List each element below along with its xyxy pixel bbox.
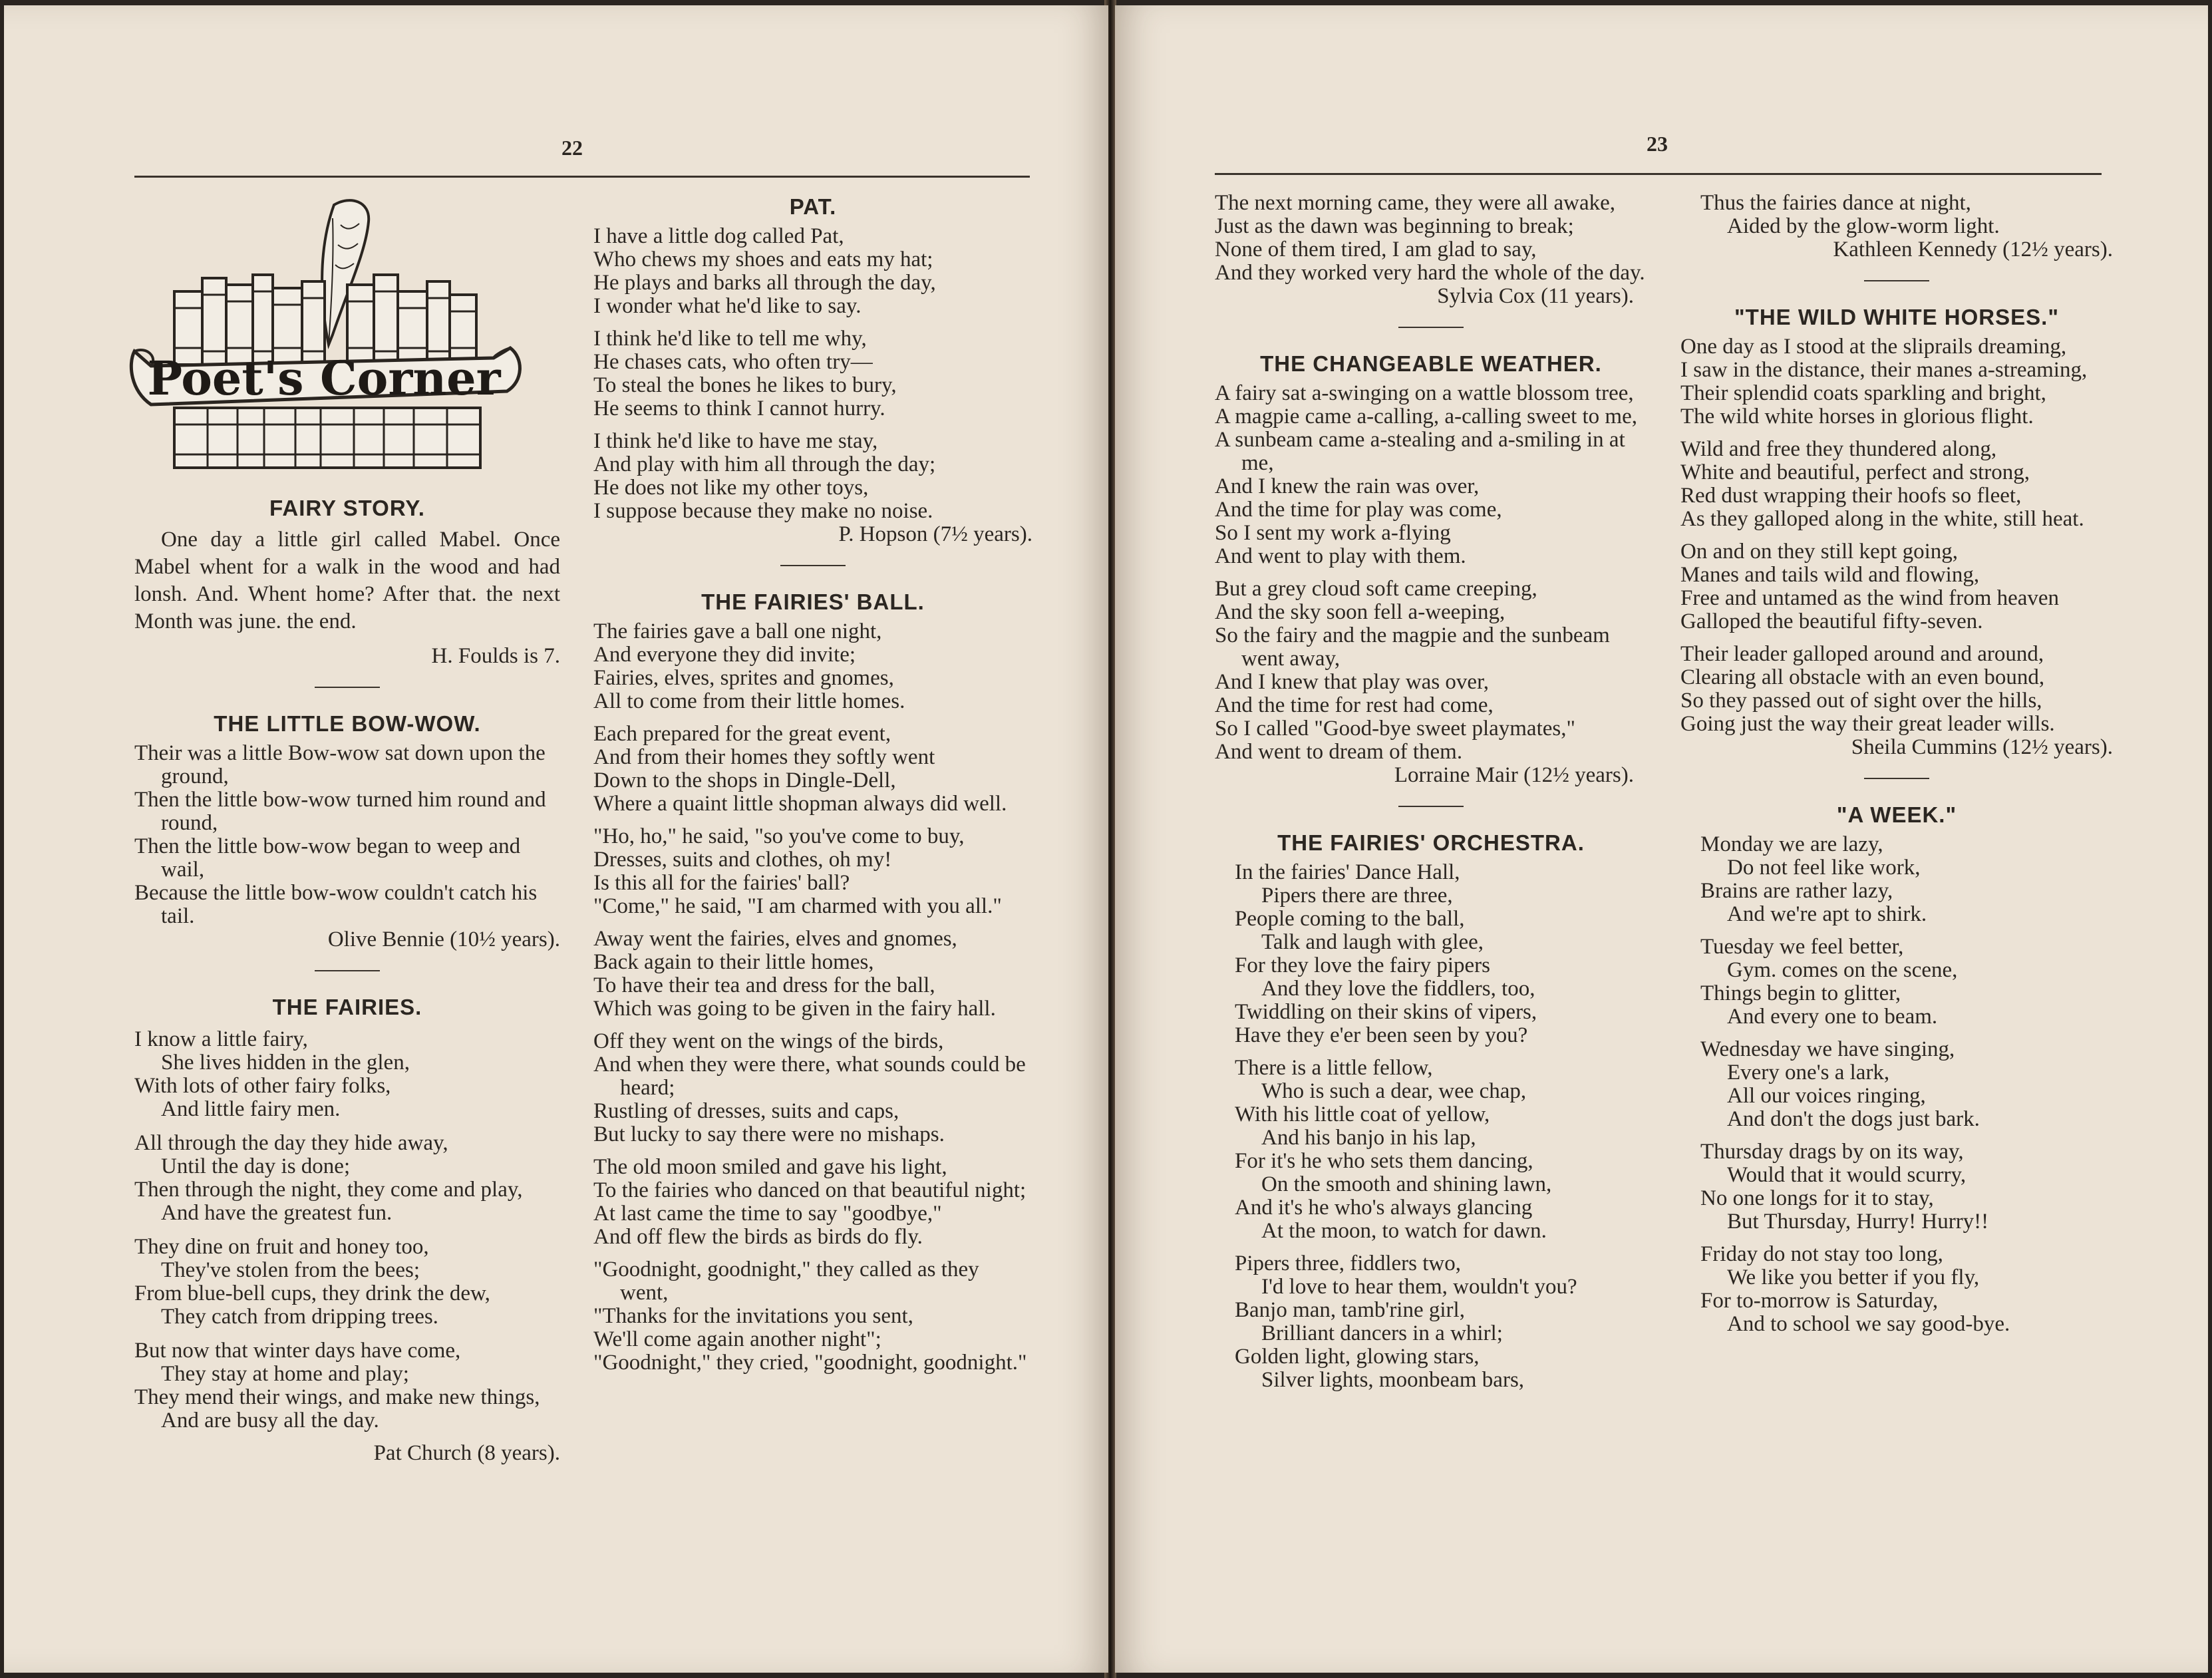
poem-line: Friday do not stay too long, xyxy=(1700,1242,1943,1266)
orchestra-title: THE FAIRIES' ORCHESTRA. xyxy=(1277,830,1585,855)
poem-line: As they galloped along in the white, still heat. xyxy=(1680,507,2084,531)
weather-poem xyxy=(1215,382,1647,764)
bowwow-poem xyxy=(134,742,560,928)
poem-line: Which was going to be given in the fairy hall. xyxy=(593,997,996,1021)
poem-line: In the fairies' Dance Hall, xyxy=(1235,860,1460,884)
poem-line: The fairies gave a ball one night, xyxy=(593,619,882,643)
poem-line: And little fairy men. xyxy=(161,1097,341,1121)
poem-line: A fairy sat a-swinging on a wattle blossom tree, xyxy=(1215,381,1634,405)
poem-line: We'll come again another night"; xyxy=(593,1327,881,1351)
poem-line: And when they were there, what sounds could be heard; xyxy=(593,1053,1031,1100)
poem-line: With lots of other fairy folks, xyxy=(134,1074,391,1098)
poem-line: So the fairy and the magpie and the sunbeam went away, xyxy=(1215,623,1616,671)
poem-line: Who chews my shoes and eats my hat; xyxy=(593,248,933,271)
pat-poem xyxy=(593,225,1032,523)
right-column-1 xyxy=(1215,192,1647,1392)
poem-line: Clearing all obstacle with an even bound, xyxy=(1680,665,2045,689)
poem-line: Because the little bow-wow couldn't catch his tail. xyxy=(134,881,543,928)
poem-line: So I called "Good-bye sweet playmates," xyxy=(1215,717,1575,741)
poem-line: "Thanks for the invitations you sent, xyxy=(593,1304,913,1328)
poem-line: Their splendid coats sparkling and bright, xyxy=(1680,381,2046,405)
separator xyxy=(1864,280,1929,281)
poem-line: Galloped the beautiful fifty-seven. xyxy=(1680,609,1983,633)
poem-line: A magpie came a-calling, a-calling sweet to me, xyxy=(1215,405,1637,428)
poem-line: Dresses, suits and clothes, oh my! xyxy=(593,848,892,872)
poem-line: I think he'd like to have me stay, xyxy=(593,429,878,453)
poem-line: Back again to their little homes, xyxy=(593,950,874,974)
poem-line: So they passed out of sight over the hills, xyxy=(1680,689,2042,713)
ball-continued xyxy=(1215,192,1647,285)
poem-line: To the fairies who danced on that beautiful night; xyxy=(593,1178,1027,1202)
separator xyxy=(315,687,380,688)
fairies-title: THE FAIRIES. xyxy=(272,995,422,1019)
fairies-poem xyxy=(134,1028,560,1432)
poem-line: They stay at home and play; xyxy=(161,1362,409,1386)
poem-line: Aided by the glow-worm light. xyxy=(1727,214,2000,238)
poem-line: "Goodnight," they cried, "goodnight, goodnight." xyxy=(593,1351,1027,1375)
poem-line: For they love the fairy pipers xyxy=(1235,953,1490,977)
poem-line: Then the little bow-wow began to weep and wail, xyxy=(134,834,526,882)
poem-line: Their was a little Bow-wow sat down upon the ground, xyxy=(134,741,551,788)
poem-line: They catch from dripping trees. xyxy=(161,1305,438,1329)
poem-line: Until the day is done; xyxy=(161,1154,351,1178)
poem-line: And are busy all the day. xyxy=(161,1409,379,1432)
fairy-story-text: One day a little girl called Mabel. Once Mabel whent for a walk in the wood and had lonsh. And. Whent home? After that. the next Month was june. the end. xyxy=(134,528,560,633)
poem-line: And to school we say good-bye. xyxy=(1727,1312,2010,1336)
fairy-story-author: H. Foulds is 7. xyxy=(431,644,560,668)
poem-line: I think he'd like to tell me why, xyxy=(593,327,867,351)
poem-line: She lives hidden in the glen, xyxy=(161,1051,410,1075)
poem-line: Away went the fairies, elves and gnomes, xyxy=(593,927,957,951)
poem-line: From blue-bell cups, they drink the dew, xyxy=(134,1281,490,1305)
poem-line: At last came the time to say "goodbye," xyxy=(593,1202,942,1226)
fairies-author: Pat Church (8 years). xyxy=(373,1441,560,1465)
poem-line: Pipers there are three, xyxy=(1261,884,1453,908)
poem-line: There is a little fellow, xyxy=(1235,1056,1433,1080)
poem-line: I saw in the distance, their manes a-streaming, xyxy=(1680,358,2088,382)
pat-author: P. Hopson (7½ years). xyxy=(838,522,1032,546)
poem-line: He does not like my other toys, xyxy=(593,476,869,500)
poem-line: Who is such a dear, wee chap, xyxy=(1261,1079,1527,1103)
poem-line: Each prepared for the great event, xyxy=(593,722,891,746)
poem-line: The old moon smiled and gave his light, xyxy=(593,1155,947,1179)
bowwow-title: THE LITTLE BOW-WOW. xyxy=(214,711,481,736)
poem-line: And it's he who's always glancing xyxy=(1235,1196,1533,1220)
poem-line: And I knew the rain was over, xyxy=(1215,474,1480,498)
poem-line: None of them tired, I am glad to say, xyxy=(1215,238,1537,261)
poem-line: On and on they still kept going, xyxy=(1680,540,1959,564)
poem-line: Down to the shops in Dingle-Dell, xyxy=(593,768,896,792)
poem-line: And everyone they did invite; xyxy=(593,643,856,667)
poem-line: Going just the way their great leader wills. xyxy=(1680,712,2055,736)
poem-line: Gym. comes on the scene, xyxy=(1727,958,1958,982)
header-rule xyxy=(134,176,1030,178)
page-number: 23 xyxy=(1647,132,1668,156)
poem-line: Golden light, glowing stars, xyxy=(1235,1345,1480,1369)
poem-line: So I sent my work a-flying xyxy=(1215,521,1451,545)
poem-line: One day as I stood at the sliprails dreaming, xyxy=(1680,335,2067,359)
poem-line: Wednesday we have singing, xyxy=(1700,1037,1955,1061)
poem-line: And the time for rest had come, xyxy=(1215,693,1494,717)
poem-line: And every one to beam. xyxy=(1727,1005,1938,1029)
poem-line: I suppose because they make no noise. xyxy=(593,499,933,523)
poem-line: Just as the dawn was beginning to break; xyxy=(1215,214,1574,238)
poem-line: Rustling of dresses, suits and caps, xyxy=(593,1099,899,1123)
poem-line: For it's he who sets them dancing, xyxy=(1235,1149,1533,1173)
separator xyxy=(780,565,846,566)
left-page xyxy=(4,5,1108,1673)
poem-line: And don't the dogs just bark. xyxy=(1727,1107,1980,1131)
pat-title: PAT. xyxy=(789,194,837,219)
poem-line: They've stolen from the bees; xyxy=(161,1258,420,1282)
poem-line: Off they went on the wings of the birds, xyxy=(593,1029,944,1053)
week-title: "A WEEK." xyxy=(1836,802,1957,827)
orchestra-author: Kathleen Kennedy (12½ years). xyxy=(1833,238,2113,261)
poem-line: Twiddling on their skins of vipers, xyxy=(1235,1000,1537,1024)
poem-line: Would that it would scurry, xyxy=(1727,1163,1967,1187)
poem-line: All our voices ringing, xyxy=(1727,1084,1926,1108)
poem-line: Red dust wrapping their hoofs so fleet, xyxy=(1680,484,2022,508)
poem-line: And the sky soon fell a-weeping, xyxy=(1215,600,1505,624)
poem-line: And we're apt to shirk. xyxy=(1727,902,1927,926)
poem-line: "Ho, ho," he said, "so you've come to buy, xyxy=(593,824,965,848)
poem-line: But a grey cloud soft came creeping, xyxy=(1215,577,1537,601)
poets-corner-logo xyxy=(121,192,527,478)
poem-line: But lucky to say there were no mishaps. xyxy=(593,1122,945,1146)
poem-line: And play with him all through the day; xyxy=(593,452,936,476)
page-number: 22 xyxy=(561,136,583,160)
poem-line: Then the little bow-wow turned him round and round, xyxy=(134,788,552,835)
poem-line: I know a little fairy, xyxy=(134,1027,308,1051)
fairy-story-title: FAIRY STORY. xyxy=(269,496,425,520)
poem-line: No one longs for it to stay, xyxy=(1700,1186,1934,1210)
poem-line: Manes and tails wild and flowing, xyxy=(1680,563,1980,587)
poem-line: And went to play with them. xyxy=(1215,544,1466,568)
poem-line: The wild white horses in glorious flight. xyxy=(1680,405,2034,428)
logo-text: Poet's Corner xyxy=(147,351,501,406)
poem-line: They mend their wings, and make new things, xyxy=(134,1385,540,1409)
poem-line: Monday we are lazy, xyxy=(1700,832,1883,856)
weather-title: THE CHANGEABLE WEATHER. xyxy=(1260,351,1602,376)
poem-line: All to come from their little homes. xyxy=(593,689,905,713)
poem-line: On the smooth and shining lawn, xyxy=(1261,1172,1552,1196)
poem-line: He chases cats, who often try— xyxy=(593,350,873,374)
poem-line: All through the day they hide away, xyxy=(134,1131,448,1155)
poem-line: A sunbeam came a-stealing and a-smiling in at me, xyxy=(1215,428,1631,475)
poem-line: I wonder what he'd like to say. xyxy=(593,294,862,318)
separator xyxy=(315,970,380,971)
separator xyxy=(1398,327,1464,328)
poem-line: Thus the fairies dance at night, xyxy=(1700,191,1971,215)
poem-line: With his little coat of yellow, xyxy=(1235,1102,1490,1126)
poem-line: We like you better if you fly, xyxy=(1727,1265,1980,1289)
bowwow-author: Olive Bennie (10½ years). xyxy=(327,927,560,951)
poem-line: I have a little dog called Pat, xyxy=(593,224,844,248)
poem-line: Silver lights, moonbeam bars, xyxy=(1261,1368,1525,1392)
poem-line: They dine on fruit and honey too, xyxy=(134,1235,429,1259)
orchestra-poem xyxy=(1215,861,1647,1392)
poem-line: For to-morrow is Saturday, xyxy=(1700,1289,1939,1313)
right-page xyxy=(1115,5,2208,1673)
header-rule xyxy=(1215,173,2102,175)
poem-line: Is this all for the fairies' ball? xyxy=(593,871,850,895)
poem-line: And his banjo in his lap, xyxy=(1261,1126,1476,1150)
horses-title: "THE WILD WHITE HORSES." xyxy=(1734,305,2059,329)
poem-line: And have the greatest fun. xyxy=(161,1201,393,1225)
poem-line: And the time for play was come, xyxy=(1215,498,1502,522)
orchestra-continued xyxy=(1680,192,2113,238)
poem-line: Their leader galloped around and around, xyxy=(1680,642,2044,666)
poem-line: Fairies, elves, sprites and gnomes, xyxy=(593,666,894,690)
poem-line: And from their homes they softly went xyxy=(593,745,935,769)
poem-line: Banjo man, tamb'rine girl, xyxy=(1235,1298,1465,1322)
poem-line: He plays and barks all through the day, xyxy=(593,271,936,295)
ball-author: Sylvia Cox (11 years). xyxy=(1437,284,1634,308)
poem-line: White and beautiful, perfect and strong, xyxy=(1680,460,2030,484)
poem-line: And off flew the birds as birds do fly. xyxy=(593,1225,923,1249)
poem-line: And I knew that play was over, xyxy=(1215,670,1489,694)
poem-line: He seems to think I cannot hurry. xyxy=(593,397,885,420)
left-column-2 xyxy=(593,195,1032,1375)
poem-line: But Thursday, Hurry! Hurry!! xyxy=(1727,1210,1989,1234)
poem-line: To have their tea and dress for the ball, xyxy=(593,973,935,997)
poem-line: At the moon, to watch for dawn. xyxy=(1261,1219,1547,1243)
poem-line: Wild and free they thundered along, xyxy=(1680,437,1997,461)
poem-line: And they worked very hard the whole of the day. xyxy=(1215,261,1645,285)
poem-line: Brilliant dancers in a whirl; xyxy=(1261,1321,1503,1345)
poem-line: "Goodnight, goodnight," they called as they went, xyxy=(593,1258,985,1305)
poem-line: Where a quaint little shopman always did well. xyxy=(593,792,1007,816)
poem-line: Have they e'er been seen by you? xyxy=(1235,1023,1528,1047)
poem-line: Tuesday we feel better, xyxy=(1700,935,1904,959)
poem-line: People coming to the ball, xyxy=(1235,907,1465,931)
ball-poem xyxy=(593,620,1032,1375)
weather-author: Lorraine Mair (12½ years). xyxy=(1394,763,1634,787)
week-poem xyxy=(1680,833,2113,1336)
poem-line: "Come," he said, "I am charmed with you all." xyxy=(593,894,1002,918)
separator xyxy=(1398,806,1464,807)
poem-line: Every one's a lark, xyxy=(1727,1061,1890,1085)
poem-line: But now that winter days have come, xyxy=(134,1339,461,1363)
horses-poem xyxy=(1680,335,2113,736)
poem-line: Do not feel like work, xyxy=(1727,856,1921,880)
horses-author: Sheila Cummins (12½ years). xyxy=(1851,735,2113,759)
poem-line: Free and untamed as the wind from heaven xyxy=(1680,586,2060,610)
poem-line: Thursday drags by on its way, xyxy=(1700,1140,1964,1164)
poem-line: Talk and laugh with glee, xyxy=(1261,930,1484,954)
separator xyxy=(1864,778,1929,779)
poem-line: Then through the night, they come and play, xyxy=(134,1178,523,1202)
right-column-2 xyxy=(1680,192,2113,1336)
poem-line: I'd love to hear them, wouldn't you? xyxy=(1261,1275,1577,1299)
poem-line: Brains are rather lazy, xyxy=(1700,879,1893,903)
poem-line: The next morning came, they were all awake, xyxy=(1215,191,1615,215)
poem-line: Pipers three, fiddlers two, xyxy=(1235,1252,1462,1275)
ball-title: THE FAIRIES' BALL. xyxy=(701,589,925,614)
poem-line: And they love the fiddlers, too, xyxy=(1261,977,1535,1001)
poem-line: To steal the bones he likes to bury, xyxy=(593,373,897,397)
left-column-1 xyxy=(134,185,560,1474)
poem-line: And went to dream of them. xyxy=(1215,740,1463,764)
poem-line: Things begin to glitter, xyxy=(1700,981,1901,1005)
